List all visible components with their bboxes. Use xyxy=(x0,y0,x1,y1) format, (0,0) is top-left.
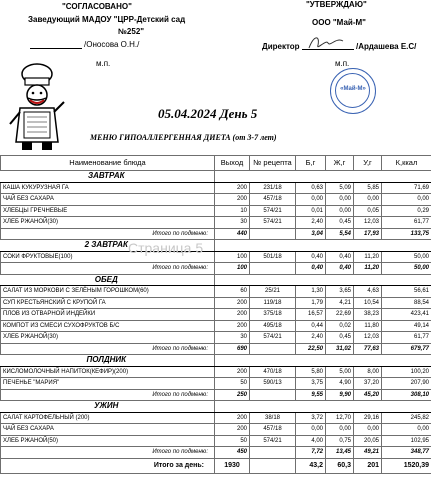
output-cell: 200 xyxy=(215,320,250,332)
protein-cell: 22,50 xyxy=(296,343,326,355)
fat-cell: 0,02 xyxy=(326,320,354,332)
dish-name-cell: ПЛОВ ИЗ ОТВАРНОЙ ИНДЕЙКИ xyxy=(1,309,215,321)
table-header-row xyxy=(1,156,431,171)
fat-cell: 4,21 xyxy=(326,297,354,309)
section-title: УЖИН xyxy=(1,401,215,413)
output-cell: 200 xyxy=(215,182,250,194)
output-cell: 200 xyxy=(215,297,250,309)
protein-cell: 9,55 xyxy=(296,389,326,401)
approval-left-heading: "СОГЛАСОВАНО" xyxy=(62,2,132,11)
carbs-cell: 29,16 xyxy=(354,412,382,424)
dish-name-cell: ПЕЧЕНЬЕ "МАРИЯ" xyxy=(1,378,215,390)
fat-cell: 0,00 xyxy=(326,424,354,436)
fat-cell: 12,70 xyxy=(326,412,354,424)
section-title: 2 ЗАВТРАК xyxy=(1,240,215,252)
menu-title: МЕНЮ ГИПОАЛЛЕРГЕННАЯ ДИЕТА (от 3-7 лет) xyxy=(90,133,277,142)
protein-cell: 0,44 xyxy=(296,320,326,332)
column-header: У,г xyxy=(354,156,382,171)
carbs-cell: 38,23 xyxy=(354,309,382,321)
fat-cell: 0,45 xyxy=(326,332,354,344)
section-header-row xyxy=(1,355,431,367)
table-row xyxy=(1,286,431,298)
output-cell: 200 xyxy=(215,366,250,378)
approval-right-position: Директор xyxy=(262,42,300,51)
approval-right-heading: "УТВЕРЖДАЮ" xyxy=(306,0,367,9)
dish-name-cell: КИСЛОМОЛОЧНЫЙ НАПИТОК(КЕФИР)(200) xyxy=(1,366,215,378)
recipe-cell: 470/18 xyxy=(250,366,296,378)
section-filler xyxy=(215,240,431,252)
protein-cell: 1,79 xyxy=(296,297,326,309)
dish-name-cell: ХЛЕБ РЖАНОЙ(30) xyxy=(1,217,215,229)
protein-cell: 5,80 xyxy=(296,366,326,378)
recipe-cell: 590/13 xyxy=(250,378,296,390)
carbs-cell: 11,20 xyxy=(354,263,382,275)
dish-name-cell: КАША КУКУРУЗНАЯ ГА xyxy=(1,182,215,194)
fat-cell: 4,90 xyxy=(326,378,354,390)
protein-cell: 16,57 xyxy=(296,309,326,321)
output-cell: 200 xyxy=(215,424,250,436)
output-cell: 30 xyxy=(215,332,250,344)
carbs-cell: 45,20 xyxy=(354,389,382,401)
table-row xyxy=(1,378,431,390)
stamp-text: «Май-М» xyxy=(340,86,366,92)
kcal-cell: 0,00 xyxy=(382,424,431,436)
column-header: Наименование блюда xyxy=(1,156,215,171)
recipe-cell: 375/18 xyxy=(250,309,296,321)
recipe-cell: 457/18 xyxy=(250,424,296,436)
section-filler xyxy=(215,401,431,413)
recipe-cell: 25/21 xyxy=(250,286,296,298)
dish-name-cell: САЛАТ КАРТОФЕЛЬНЫЙ (200) xyxy=(1,412,215,424)
column-header: Выход xyxy=(215,156,250,171)
recipe-cell: 574/21 xyxy=(250,332,296,344)
subtotal-row xyxy=(1,228,431,240)
protein-cell: 3,72 xyxy=(296,412,326,424)
carbs-cell: 8,00 xyxy=(354,366,382,378)
protein-cell: 43,2 xyxy=(296,458,326,473)
carbs-cell: 0,00 xyxy=(354,194,382,206)
output-cell: 200 xyxy=(215,194,250,206)
subtotal-row xyxy=(1,447,431,459)
kcal-cell: 133,75 xyxy=(382,228,431,240)
kcal-cell: 61,77 xyxy=(382,332,431,344)
recipe-cell: 38/18 xyxy=(250,412,296,424)
protein-cell: 2,40 xyxy=(296,217,326,229)
approval-right-org: ООО "Май-М" xyxy=(312,18,366,27)
kcal-cell: 308,10 xyxy=(382,389,431,401)
recipe-cell: 495/18 xyxy=(250,320,296,332)
dish-name-cell: ЧАЙ БЕЗ САХАРА xyxy=(1,424,215,436)
fat-cell: 22,69 xyxy=(326,309,354,321)
output-cell: 50 xyxy=(215,435,250,447)
dish-name-cell: Итого по подменю: xyxy=(1,228,215,240)
carbs-cell: 0,05 xyxy=(354,205,382,217)
fat-cell: 0,75 xyxy=(326,435,354,447)
fat-cell: 0,00 xyxy=(326,194,354,206)
kcal-cell: 102,95 xyxy=(382,435,431,447)
chef-illustration xyxy=(6,62,68,152)
output-cell: 200 xyxy=(215,309,250,321)
output-cell: 690 xyxy=(215,343,250,355)
section-title: ЗАВТРАК xyxy=(1,171,215,183)
dish-name-cell: ХЛЕБ РЖАНОЙ(30) xyxy=(1,332,215,344)
subtotal-row xyxy=(1,389,431,401)
section-header-row xyxy=(1,274,431,286)
approval-right-signer: /Ардашева Е.С/ xyxy=(356,42,417,51)
day-total-row xyxy=(1,458,431,473)
fat-cell: 3,65 xyxy=(326,286,354,298)
fat-cell: 5,09 xyxy=(326,182,354,194)
subtotal-row xyxy=(1,343,431,355)
table-row xyxy=(1,332,431,344)
carbs-cell: 11,80 xyxy=(354,320,382,332)
table-row xyxy=(1,435,431,447)
protein-cell: 0,00 xyxy=(296,194,326,206)
approval-right-mp: м.п. xyxy=(335,59,350,68)
kcal-cell: 50,00 xyxy=(382,263,431,275)
output-cell: 100 xyxy=(215,263,250,275)
table-row xyxy=(1,320,431,332)
director-signature xyxy=(306,33,346,53)
output-cell: 200 xyxy=(215,412,250,424)
section-filler xyxy=(215,171,431,183)
carbs-cell: 201 xyxy=(354,458,382,473)
kcal-cell: 49,14 xyxy=(382,320,431,332)
carbs-cell: 49,21 xyxy=(354,447,382,459)
table-row xyxy=(1,251,431,263)
kcal-cell: 207,90 xyxy=(382,378,431,390)
recipe-cell xyxy=(250,447,296,459)
carbs-cell: 37,20 xyxy=(354,378,382,390)
carbs-cell: 12,03 xyxy=(354,217,382,229)
output-cell: 50 xyxy=(215,378,250,390)
carbs-cell: 0,00 xyxy=(354,424,382,436)
carbs-cell: 4,63 xyxy=(354,286,382,298)
protein-cell: 3,75 xyxy=(296,378,326,390)
subtotal-row xyxy=(1,263,431,275)
protein-cell: 7,72 xyxy=(296,447,326,459)
recipe-cell: 574/21 xyxy=(250,435,296,447)
output-cell: 440 xyxy=(215,228,250,240)
kcal-cell: 88,54 xyxy=(382,297,431,309)
dish-name-cell: Итого по подменю: xyxy=(1,447,215,459)
table-row xyxy=(1,297,431,309)
fat-cell: 31,02 xyxy=(326,343,354,355)
dish-name-cell: Итого по подменю: xyxy=(1,389,215,401)
fat-cell: 0,40 xyxy=(326,251,354,263)
carbs-cell: 11,20 xyxy=(354,251,382,263)
column-header: К,ккал xyxy=(382,156,431,171)
recipe-cell: 457/18 xyxy=(250,194,296,206)
kcal-cell: 348,77 xyxy=(382,447,431,459)
recipe-cell: 501/18 xyxy=(250,251,296,263)
output-cell: 10 xyxy=(215,205,250,217)
approval-left-mp: м.п. xyxy=(96,59,111,68)
recipe-cell: 574/21 xyxy=(250,217,296,229)
table-row xyxy=(1,194,431,206)
menu-table xyxy=(0,155,431,474)
protein-cell: 0,63 xyxy=(296,182,326,194)
dish-name-cell: САЛАТ ИЗ МОРКОВИ С ЗЕЛЁНЫМ ГОРОШКОМ(60) xyxy=(1,286,215,298)
left-signature-line xyxy=(30,47,82,49)
kcal-cell: 71,69 xyxy=(382,182,431,194)
fat-cell: 0,40 xyxy=(326,263,354,275)
approval-left-line1: Заведующий МАДОУ "ЦРР-Детский сад xyxy=(28,15,186,24)
section-header-row xyxy=(1,401,431,413)
table-row xyxy=(1,205,431,217)
fat-cell: 13,45 xyxy=(326,447,354,459)
fat-cell: 9,90 xyxy=(326,389,354,401)
fat-cell: 0,45 xyxy=(326,217,354,229)
company-stamp xyxy=(330,68,376,114)
dish-name-cell: СОКИ ФРУКТОВЫЕ(100) xyxy=(1,251,215,263)
dish-name-cell: ХЛЕБЦЫ ГРЕЧНЕВЫЕ xyxy=(1,205,215,217)
table-row xyxy=(1,182,431,194)
dish-name-cell: ЧАЙ БЕЗ САХАРА xyxy=(1,194,215,206)
dish-name-cell: ХЛЕБ РЖАНОЙ(50) xyxy=(1,435,215,447)
fat-cell: 60,3 xyxy=(326,458,354,473)
section-title: ОБЕД xyxy=(1,274,215,286)
kcal-cell: 61,77 xyxy=(382,217,431,229)
carbs-cell: 77,63 xyxy=(354,343,382,355)
column-header: Ж,г xyxy=(326,156,354,171)
dish-name-cell: Итого по подменю: xyxy=(1,263,215,275)
recipe-cell: 119/18 xyxy=(250,297,296,309)
column-header: № рецепта xyxy=(250,156,296,171)
kcal-cell: 50,00 xyxy=(382,251,431,263)
kcal-cell: 100,20 xyxy=(382,366,431,378)
section-title: ПОЛДНИК xyxy=(1,355,215,367)
output-cell: 30 xyxy=(215,217,250,229)
output-cell: 450 xyxy=(215,447,250,459)
protein-cell: 3,04 xyxy=(296,228,326,240)
carbs-cell: 12,03 xyxy=(354,332,382,344)
protein-cell: 0,01 xyxy=(296,205,326,217)
section-header-row xyxy=(1,240,431,252)
section-filler xyxy=(215,274,431,286)
carbs-cell: 5,85 xyxy=(354,182,382,194)
recipe-cell xyxy=(250,343,296,355)
recipe-cell xyxy=(250,263,296,275)
output-cell: 1930 xyxy=(215,458,250,473)
table-row xyxy=(1,412,431,424)
fat-cell: 5,54 xyxy=(326,228,354,240)
approval-left-line2: №252" xyxy=(118,27,145,36)
recipe-cell: 574/21 xyxy=(250,205,296,217)
protein-cell: 4,00 xyxy=(296,435,326,447)
carbs-cell: 17,93 xyxy=(354,228,382,240)
page-watermark: Страница 5 xyxy=(128,240,204,256)
dish-name-cell: Итого по подменю: xyxy=(1,343,215,355)
column-header: Б,г xyxy=(296,156,326,171)
kcal-cell: 245,82 xyxy=(382,412,431,424)
output-cell: 100 xyxy=(215,251,250,263)
kcal-cell: 423,41 xyxy=(382,309,431,321)
kcal-cell: 0,29 xyxy=(382,205,431,217)
kcal-cell: 0,00 xyxy=(382,194,431,206)
protein-cell: 2,40 xyxy=(296,332,326,344)
kcal-cell: 1520,39 xyxy=(382,458,431,473)
recipe-cell: 231/18 xyxy=(250,182,296,194)
kcal-cell: 679,77 xyxy=(382,343,431,355)
menu-date: 05.04.2024 День 5 xyxy=(158,106,258,121)
fat-cell: 5,00 xyxy=(326,366,354,378)
protein-cell: 1,30 xyxy=(296,286,326,298)
protein-cell: 0,40 xyxy=(296,251,326,263)
output-cell: 250 xyxy=(215,389,250,401)
protein-cell: 0,00 xyxy=(296,424,326,436)
carbs-cell: 20,05 xyxy=(354,435,382,447)
dish-name-cell: СУП КРЕСТЬЯНСКИЙ С КРУПОЙ ГА xyxy=(1,297,215,309)
carbs-cell: 10,54 xyxy=(354,297,382,309)
fat-cell: 0,00 xyxy=(326,205,354,217)
recipe-cell xyxy=(250,228,296,240)
recipe-cell xyxy=(250,389,296,401)
approval-left-signer: /Оносова О.Н./ xyxy=(84,40,140,49)
table-row xyxy=(1,217,431,229)
table-row xyxy=(1,366,431,378)
table-row xyxy=(1,424,431,436)
output-cell: 60 xyxy=(215,286,250,298)
kcal-cell: 56,61 xyxy=(382,286,431,298)
section-filler xyxy=(215,355,431,367)
protein-cell: 0,40 xyxy=(296,263,326,275)
section-header-row xyxy=(1,171,431,183)
dish-name-cell: Итого за день: xyxy=(1,458,215,473)
recipe-cell xyxy=(250,458,296,473)
table-row xyxy=(1,309,431,321)
dish-name-cell: КОМПОТ ИЗ СМЕСИ СУХОФРУКТОВ Б/С xyxy=(1,320,215,332)
